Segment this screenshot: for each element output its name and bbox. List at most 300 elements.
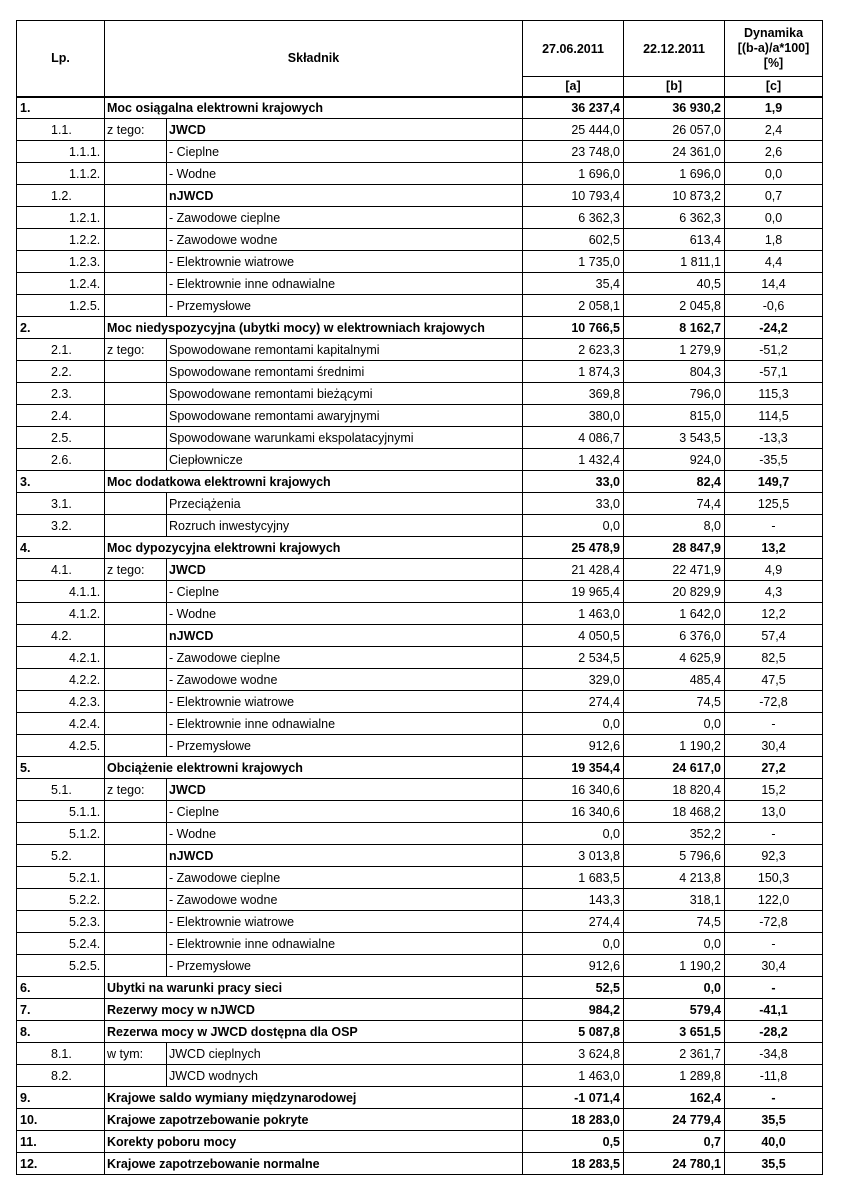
row-value-b: 0,0	[624, 713, 725, 735]
row-lp: 5.2.4.	[17, 933, 105, 955]
row-value-a: 23 748,0	[523, 141, 624, 163]
row-lp: 5.1.	[17, 779, 105, 801]
row-skladnik: Krajowe saldo wymiany międzynarodowej	[105, 1087, 523, 1109]
row-qualifier	[105, 823, 167, 845]
row-lp: 2.5.	[17, 427, 105, 449]
row-lp: 4.1.2.	[17, 603, 105, 625]
row-qualifier: w tym:	[105, 1043, 167, 1065]
row-qualifier	[105, 427, 167, 449]
table-row	[17, 515, 823, 537]
header-dynamika-formula: [(b-a)/a*100]	[737, 41, 810, 55]
row-lp: 1.2.3.	[17, 251, 105, 273]
row-value-a: 2 534,5	[523, 647, 624, 669]
row-value-a: 3 013,8	[523, 845, 624, 867]
row-skladnik: - Elektrownie inne odnawialne	[167, 273, 523, 295]
row-dynamika: 27,2	[725, 757, 823, 779]
row-skladnik: JWCD wodnych	[167, 1065, 523, 1087]
row-value-a: 36 237,4	[523, 97, 624, 119]
table-row	[17, 141, 823, 163]
row-skladnik: Spowodowane remontami awaryjnymi	[167, 405, 523, 427]
row-lp: 1.1.2.	[17, 163, 105, 185]
row-value-b: 1 811,1	[624, 251, 725, 273]
row-qualifier	[105, 911, 167, 933]
row-dynamika: -51,2	[725, 339, 823, 361]
row-skladnik: - Zawodowe wodne	[167, 669, 523, 691]
row-lp: 6.	[17, 977, 105, 999]
row-value-a: 4 050,5	[523, 625, 624, 647]
row-qualifier	[105, 361, 167, 383]
row-lp: 2.	[17, 317, 105, 339]
row-dynamika: 2,4	[725, 119, 823, 141]
row-value-b: 26 057,0	[624, 119, 725, 141]
table-row	[17, 471, 823, 493]
row-lp: 4.2.	[17, 625, 105, 647]
row-value-a: 1 463,0	[523, 1065, 624, 1087]
row-skladnik: Korekty poboru mocy	[105, 1131, 523, 1153]
row-qualifier	[105, 691, 167, 713]
row-lp: 4.2.2.	[17, 669, 105, 691]
table-row	[17, 1065, 823, 1087]
row-dynamika: 114,5	[725, 405, 823, 427]
row-value-b: 1 190,2	[624, 955, 725, 977]
row-skladnik: - Zawodowe cieplne	[167, 207, 523, 229]
row-value-a: 1 874,3	[523, 361, 624, 383]
row-skladnik: - Cieplne	[167, 801, 523, 823]
row-lp: 2.1.	[17, 339, 105, 361]
table-row	[17, 933, 823, 955]
row-lp: 3.	[17, 471, 105, 493]
row-value-b: 3 543,5	[624, 427, 725, 449]
row-value-b: 1 279,9	[624, 339, 725, 361]
row-lp: 4.1.1.	[17, 581, 105, 603]
header-dynamika	[725, 21, 823, 77]
row-skladnik: - Przemysłowe	[167, 735, 523, 757]
row-dynamika: 35,5	[725, 1109, 823, 1131]
row-skladnik: - Elektrownie wiatrowe	[167, 691, 523, 713]
table-row	[17, 361, 823, 383]
table-row	[17, 1043, 823, 1065]
row-dynamika: 1,9	[725, 97, 823, 119]
row-value-b: 36 930,2	[624, 97, 725, 119]
row-qualifier	[105, 273, 167, 295]
row-dynamika: 4,4	[725, 251, 823, 273]
row-qualifier	[105, 713, 167, 735]
row-dynamika: 0,7	[725, 185, 823, 207]
row-value-a: 602,5	[523, 229, 624, 251]
row-qualifier	[105, 955, 167, 977]
row-value-b: 6 362,3	[624, 207, 725, 229]
row-dynamika: 12,2	[725, 603, 823, 625]
table-row	[17, 1131, 823, 1153]
row-value-b: 10 873,2	[624, 185, 725, 207]
row-lp: 1.2.5.	[17, 295, 105, 317]
row-value-b: 579,4	[624, 999, 725, 1021]
row-dynamika: 4,9	[725, 559, 823, 581]
table-row	[17, 427, 823, 449]
table-row	[17, 889, 823, 911]
row-skladnik: - Elektrownie wiatrowe	[167, 911, 523, 933]
row-dynamika: 14,4	[725, 273, 823, 295]
row-value-a: 6 362,3	[523, 207, 624, 229]
row-value-a: 329,0	[523, 669, 624, 691]
table-row	[17, 1021, 823, 1043]
row-value-b: 18 468,2	[624, 801, 725, 823]
row-lp: 12.	[17, 1153, 105, 1175]
row-value-b: 0,7	[624, 1131, 725, 1153]
row-skladnik: - Przemysłowe	[167, 955, 523, 977]
table-row	[17, 735, 823, 757]
row-dynamika: 92,3	[725, 845, 823, 867]
row-value-a: 33,0	[523, 493, 624, 515]
row-dynamika: 40,0	[725, 1131, 823, 1153]
table-row	[17, 581, 823, 603]
row-dynamika: 1,8	[725, 229, 823, 251]
row-value-b: 24 617,0	[624, 757, 725, 779]
row-dynamika: -34,8	[725, 1043, 823, 1065]
row-lp: 9.	[17, 1087, 105, 1109]
row-value-b: 5 796,6	[624, 845, 725, 867]
row-value-a: 19 965,4	[523, 581, 624, 603]
row-dynamika: 4,3	[725, 581, 823, 603]
row-lp: 8.2.	[17, 1065, 105, 1087]
row-skladnik: Moc dypozycyjna elektrowni krajowych	[105, 537, 523, 559]
row-dynamika: 125,5	[725, 493, 823, 515]
row-skladnik: - Przemysłowe	[167, 295, 523, 317]
row-value-b: 24 779,4	[624, 1109, 725, 1131]
row-lp: 4.2.1.	[17, 647, 105, 669]
table-row	[17, 163, 823, 185]
row-skladnik: Przeciążenia	[167, 493, 523, 515]
row-value-b: 6 376,0	[624, 625, 725, 647]
row-skladnik: Rezerwa mocy w JWCD dostępna dla OSP	[105, 1021, 523, 1043]
row-value-b: 0,0	[624, 933, 725, 955]
row-value-a: 0,5	[523, 1131, 624, 1153]
row-dynamika: -	[725, 515, 823, 537]
row-qualifier	[105, 251, 167, 273]
table-row	[17, 845, 823, 867]
row-skladnik: - Zawodowe wodne	[167, 889, 523, 911]
row-value-a: 274,4	[523, 911, 624, 933]
row-skladnik: - Wodne	[167, 163, 523, 185]
row-value-b: 8 162,7	[624, 317, 725, 339]
table-row	[17, 669, 823, 691]
row-value-b: 24 780,1	[624, 1153, 725, 1175]
row-value-b: 4 213,8	[624, 867, 725, 889]
row-value-a: 18 283,0	[523, 1109, 624, 1131]
row-qualifier	[105, 229, 167, 251]
table-row	[17, 1109, 823, 1131]
row-skladnik: Spowodowane remontami kapitalnymi	[167, 339, 523, 361]
row-value-a: 1 696,0	[523, 163, 624, 185]
row-value-b: 162,4	[624, 1087, 725, 1109]
row-skladnik: - Cieplne	[167, 141, 523, 163]
row-lp: 1.2.1.	[17, 207, 105, 229]
row-dynamika: 122,0	[725, 889, 823, 911]
row-qualifier	[105, 735, 167, 757]
table-row	[17, 1153, 823, 1175]
table-header	[17, 21, 823, 97]
row-value-a: 52,5	[523, 977, 624, 999]
row-value-a: 5 087,8	[523, 1021, 624, 1043]
row-value-a: 18 283,5	[523, 1153, 624, 1175]
row-value-a: 21 428,4	[523, 559, 624, 581]
table-row	[17, 823, 823, 845]
row-value-a: 984,2	[523, 999, 624, 1021]
row-value-a: 3 624,8	[523, 1043, 624, 1065]
row-dynamika: -11,8	[725, 1065, 823, 1087]
row-value-a: 16 340,6	[523, 779, 624, 801]
row-skladnik: Rezerwy mocy w nJWCD	[105, 999, 523, 1021]
row-qualifier	[105, 1065, 167, 1087]
header-unit-a: [a]	[523, 77, 624, 97]
row-value-b: 0,0	[624, 977, 725, 999]
row-value-a: 912,6	[523, 955, 624, 977]
row-dynamika: -	[725, 977, 823, 999]
row-dynamika: 150,3	[725, 867, 823, 889]
row-dynamika: 15,2	[725, 779, 823, 801]
row-qualifier	[105, 625, 167, 647]
row-lp: 1.1.1.	[17, 141, 105, 163]
row-value-b: 2 361,7	[624, 1043, 725, 1065]
row-lp: 1.1.	[17, 119, 105, 141]
row-skladnik: - Zawodowe wodne	[167, 229, 523, 251]
row-lp: 11.	[17, 1131, 105, 1153]
row-value-a: 1 735,0	[523, 251, 624, 273]
table-row	[17, 603, 823, 625]
row-skladnik: Obciążenie elektrowni krajowych	[105, 757, 523, 779]
row-qualifier	[105, 845, 167, 867]
row-value-a: 33,0	[523, 471, 624, 493]
table-row	[17, 537, 823, 559]
row-skladnik: JWCD	[167, 119, 523, 141]
table-row	[17, 625, 823, 647]
table-row	[17, 449, 823, 471]
row-lp: 2.6.	[17, 449, 105, 471]
row-qualifier	[105, 163, 167, 185]
row-value-a: 912,6	[523, 735, 624, 757]
row-skladnik: Krajowe zapotrzebowanie normalne	[105, 1153, 523, 1175]
row-skladnik: nJWCD	[167, 625, 523, 647]
row-dynamika: 115,3	[725, 383, 823, 405]
header-unit-b: [b]	[624, 77, 725, 97]
row-skladnik: nJWCD	[167, 185, 523, 207]
table-row	[17, 493, 823, 515]
row-value-b: 796,0	[624, 383, 725, 405]
row-skladnik: Moc osiągalna elektrowni krajowych	[105, 97, 523, 119]
header-date-a: 27.06.2011	[523, 21, 624, 77]
table-row	[17, 1087, 823, 1109]
row-lp: 5.2.3.	[17, 911, 105, 933]
row-value-b: 74,4	[624, 493, 725, 515]
row-dynamika: -72,8	[725, 691, 823, 713]
row-value-a: 0,0	[523, 933, 624, 955]
row-dynamika: 0,0	[725, 207, 823, 229]
row-lp: 5.2.	[17, 845, 105, 867]
table-row	[17, 779, 823, 801]
table-row	[17, 691, 823, 713]
row-dynamika: 30,4	[725, 955, 823, 977]
row-skladnik: - Elektrownie wiatrowe	[167, 251, 523, 273]
row-qualifier	[105, 515, 167, 537]
row-skladnik: Ciepłownicze	[167, 449, 523, 471]
row-value-a: -1 071,4	[523, 1087, 624, 1109]
table-row	[17, 999, 823, 1021]
row-value-b: 613,4	[624, 229, 725, 251]
header-date-b: 22.12.2011	[624, 21, 725, 77]
row-lp: 4.2.5.	[17, 735, 105, 757]
row-skladnik: - Wodne	[167, 603, 523, 625]
row-qualifier	[105, 405, 167, 427]
row-qualifier: z tego:	[105, 559, 167, 581]
row-value-a: 1 683,5	[523, 867, 624, 889]
row-lp: 8.	[17, 1021, 105, 1043]
row-value-b: 2 045,8	[624, 295, 725, 317]
row-dynamika: -	[725, 713, 823, 735]
row-qualifier	[105, 867, 167, 889]
table-row	[17, 955, 823, 977]
row-qualifier: z tego:	[105, 779, 167, 801]
table-row	[17, 713, 823, 735]
row-value-b: 1 696,0	[624, 163, 725, 185]
row-skladnik: Rozruch inwestycyjny	[167, 515, 523, 537]
table-row	[17, 559, 823, 581]
row-qualifier	[105, 295, 167, 317]
table-row	[17, 383, 823, 405]
row-lp: 5.1.2.	[17, 823, 105, 845]
row-value-b: 485,4	[624, 669, 725, 691]
row-value-b: 8,0	[624, 515, 725, 537]
row-skladnik: Spowodowane remontami średnimi	[167, 361, 523, 383]
row-qualifier: z tego:	[105, 119, 167, 141]
row-lp: 1.2.	[17, 185, 105, 207]
row-skladnik: JWCD	[167, 559, 523, 581]
table-row	[17, 273, 823, 295]
header-lp: Lp.	[17, 21, 105, 97]
row-skladnik: nJWCD	[167, 845, 523, 867]
row-value-a: 0,0	[523, 515, 624, 537]
row-qualifier	[105, 603, 167, 625]
row-lp: 3.2.	[17, 515, 105, 537]
row-skladnik: Spowodowane warunkami ekspolatacyjnymi	[167, 427, 523, 449]
row-lp: 5.2.5.	[17, 955, 105, 977]
row-skladnik: - Elektrownie inne odnawialne	[167, 933, 523, 955]
row-lp: 4.1.	[17, 559, 105, 581]
row-value-a: 380,0	[523, 405, 624, 427]
row-value-b: 4 625,9	[624, 647, 725, 669]
row-qualifier	[105, 141, 167, 163]
table-row	[17, 185, 823, 207]
row-lp: 2.4.	[17, 405, 105, 427]
row-value-a: 35,4	[523, 273, 624, 295]
row-lp: 4.2.4.	[17, 713, 105, 735]
row-dynamika: 149,7	[725, 471, 823, 493]
row-value-a: 0,0	[523, 823, 624, 845]
table-row	[17, 119, 823, 141]
row-lp: 4.	[17, 537, 105, 559]
row-value-b: 82,4	[624, 471, 725, 493]
table-row	[17, 647, 823, 669]
row-value-a: 2 623,3	[523, 339, 624, 361]
row-value-a: 4 086,7	[523, 427, 624, 449]
row-value-b: 1 642,0	[624, 603, 725, 625]
row-value-a: 25 444,0	[523, 119, 624, 141]
row-value-a: 1 463,0	[523, 603, 624, 625]
table-row	[17, 977, 823, 999]
table-row	[17, 405, 823, 427]
row-lp: 5.2.2.	[17, 889, 105, 911]
table-row	[17, 295, 823, 317]
row-dynamika: 47,5	[725, 669, 823, 691]
row-qualifier	[105, 383, 167, 405]
row-dynamika: -35,5	[725, 449, 823, 471]
row-dynamika: -0,6	[725, 295, 823, 317]
row-skladnik: - Wodne	[167, 823, 523, 845]
row-value-b: 1 190,2	[624, 735, 725, 757]
row-lp: 5.	[17, 757, 105, 779]
row-value-a: 369,8	[523, 383, 624, 405]
row-value-b: 74,5	[624, 911, 725, 933]
row-value-b: 1 289,8	[624, 1065, 725, 1087]
row-dynamika: -28,2	[725, 1021, 823, 1043]
row-value-b: 18 820,4	[624, 779, 725, 801]
row-qualifier	[105, 933, 167, 955]
row-value-b: 352,2	[624, 823, 725, 845]
header-dynamika-unit: [%]	[763, 56, 784, 70]
row-skladnik: - Zawodowe cieplne	[167, 647, 523, 669]
row-skladnik: JWCD cieplnych	[167, 1043, 523, 1065]
row-skladnik: - Zawodowe cieplne	[167, 867, 523, 889]
row-dynamika: 30,4	[725, 735, 823, 757]
row-lp: 5.1.1.	[17, 801, 105, 823]
row-value-b: 3 651,5	[624, 1021, 725, 1043]
row-lp: 1.	[17, 97, 105, 119]
row-dynamika: 13,0	[725, 801, 823, 823]
row-lp: 3.1.	[17, 493, 105, 515]
table-row	[17, 229, 823, 251]
row-value-b: 924,0	[624, 449, 725, 471]
row-dynamika: -72,8	[725, 911, 823, 933]
row-value-b: 804,3	[624, 361, 725, 383]
row-lp: 2.2.	[17, 361, 105, 383]
row-value-a: 10 793,4	[523, 185, 624, 207]
table-row	[17, 801, 823, 823]
row-value-b: 24 361,0	[624, 141, 725, 163]
row-value-b: 28 847,9	[624, 537, 725, 559]
row-lp: 4.2.3.	[17, 691, 105, 713]
row-skladnik: Krajowe zapotrzebowanie pokryte	[105, 1109, 523, 1131]
row-lp: 2.3.	[17, 383, 105, 405]
row-qualifier	[105, 449, 167, 471]
row-dynamika: 2,6	[725, 141, 823, 163]
row-value-a: 274,4	[523, 691, 624, 713]
table-row	[17, 867, 823, 889]
row-qualifier	[105, 207, 167, 229]
row-skladnik: - Elektrownie inne odnawialne	[167, 713, 523, 735]
row-qualifier	[105, 647, 167, 669]
row-qualifier	[105, 581, 167, 603]
row-value-b: 74,5	[624, 691, 725, 713]
table-row	[17, 757, 823, 779]
row-skladnik: Spowodowane remontami bieżącymi	[167, 383, 523, 405]
row-dynamika: 57,4	[725, 625, 823, 647]
row-qualifier	[105, 669, 167, 691]
header-dynamika-title: Dynamika	[743, 26, 804, 40]
row-value-b: 815,0	[624, 405, 725, 427]
row-value-b: 318,1	[624, 889, 725, 911]
row-value-a: 10 766,5	[523, 317, 624, 339]
row-lp: 1.2.2.	[17, 229, 105, 251]
row-qualifier: z tego:	[105, 339, 167, 361]
